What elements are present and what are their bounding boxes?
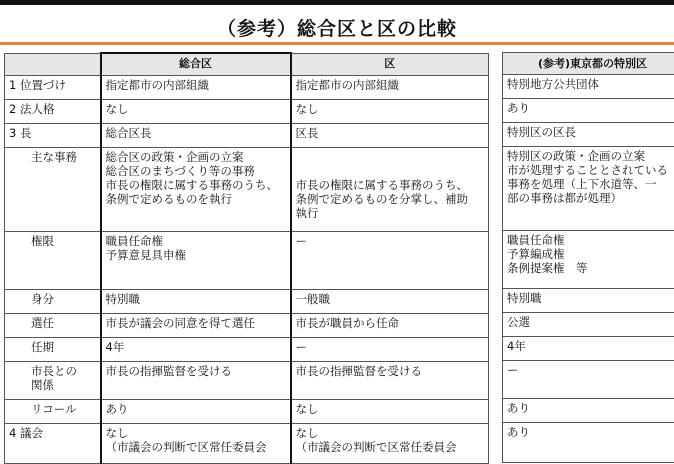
sogoku-cell: なし （市議会の判断で区常任委員会 — [101, 423, 291, 463]
ku-cell: ー — [291, 231, 489, 289]
ku-cell: 市長が職員から任命 — [291, 313, 489, 337]
comparison-table — [4, 52, 489, 464]
ku-cell: なし （市議会の判断で区常任委員会 — [291, 423, 489, 463]
row-label: 主な事務 — [5, 147, 101, 231]
table-row — [5, 337, 489, 361]
ku-cell: なし — [291, 399, 489, 423]
tokyo-header-row — [503, 53, 674, 75]
tokyo-cell: 4年 — [503, 337, 674, 361]
table-row — [503, 337, 674, 361]
table-row — [503, 147, 674, 231]
row-label: 任期 — [5, 337, 101, 361]
table-row — [503, 289, 674, 313]
ku-cell: ー — [291, 337, 489, 361]
sogoku-cell: 総合区長 — [101, 123, 291, 147]
table-row — [503, 399, 674, 423]
tokyo-cell: 公選 — [503, 313, 674, 337]
table-row — [5, 423, 489, 463]
table-row — [5, 399, 489, 423]
table-row — [503, 313, 674, 337]
row-label: 2 法人格 — [5, 99, 101, 123]
ku-cell: 市長の権限に属する事務のうち、 条例で定めるものを分掌し、補助 執行 — [291, 147, 489, 231]
sogoku-cell: 市長の指揮監督を受ける — [101, 361, 291, 399]
tokyo-cell: 特別職 — [503, 289, 674, 313]
sogoku-cell: 職員任命権 予算意見具申権 — [101, 231, 291, 289]
table-row — [503, 75, 674, 99]
sogoku-cell: 総合区の政策・企画の立案 総合区のまちづくり等の事務 市長の権限に属する事務のうち、 条例で定めるものを執行 — [101, 147, 291, 231]
tokyo-cell: 職員任命権 予算編成権 条例提案権 等 — [503, 231, 674, 289]
table-row — [5, 123, 489, 147]
table-row — [5, 361, 489, 399]
ku-cell: 市長の指揮監督を受ける — [291, 361, 489, 399]
title-underline — [0, 42, 674, 45]
tokyo-cell: あり — [503, 99, 674, 123]
sogoku-cell: 指定都市の内部組織 — [101, 75, 291, 99]
row-label: 1 位置づけ — [5, 75, 101, 99]
header-item — [5, 53, 101, 75]
table-row — [5, 289, 489, 313]
ku-cell: なし — [291, 99, 489, 123]
page-title: （参考）総合区と区の比較 — [0, 14, 674, 41]
sogoku-cell: 市長が議会の同意を得て選任 — [101, 313, 291, 337]
ku-cell: 指定都市の内部組織 — [291, 75, 489, 99]
sogoku-cell: 特別職 — [101, 289, 291, 313]
tokyo-cell: あり — [503, 399, 674, 423]
ku-cell: 区長 — [291, 123, 489, 147]
table-row — [5, 75, 489, 99]
table-row — [5, 313, 489, 337]
row-label: 権限 — [5, 231, 101, 289]
ku-cell: 一般職 — [291, 289, 489, 313]
tokyo-cell: ー — [503, 361, 674, 399]
top-border-bar — [0, 0, 674, 5]
row-label: リコール — [5, 399, 101, 423]
table-row — [5, 231, 489, 289]
sogoku-cell: あり — [101, 399, 291, 423]
sogoku-cell: 4年 — [101, 337, 291, 361]
table-header-row — [5, 53, 489, 75]
sogoku-cell: なし — [101, 99, 291, 123]
header-ku: 区 — [291, 53, 489, 75]
table-row — [5, 147, 489, 231]
row-label: 4 議会 — [5, 423, 101, 463]
tokyo-cell: 特別区の区長 — [503, 123, 674, 147]
row-label: 市長との 関係 — [5, 361, 101, 399]
row-label: 身分 — [5, 289, 101, 313]
header-tokyo: (参考)東京都の特別区 — [503, 53, 674, 75]
tokyo-cell: 特別地方公共団体 — [503, 75, 674, 99]
table-row — [503, 231, 674, 289]
tokyo-cell: 特別区の政策・企画の立案 市が処理することとされている 事務を処理（上下水道等、一 部の事務は都が処理） — [503, 147, 674, 231]
row-label: 選任 — [5, 313, 101, 337]
header-sogoku: 総合区 — [101, 53, 291, 75]
table-row — [503, 123, 674, 147]
tokyo-reference-table — [502, 52, 674, 463]
table-row — [503, 99, 674, 123]
table-row — [503, 361, 674, 399]
row-label: 3 長 — [5, 123, 101, 147]
table-row — [5, 99, 489, 123]
tokyo-cell: あり — [503, 423, 674, 463]
